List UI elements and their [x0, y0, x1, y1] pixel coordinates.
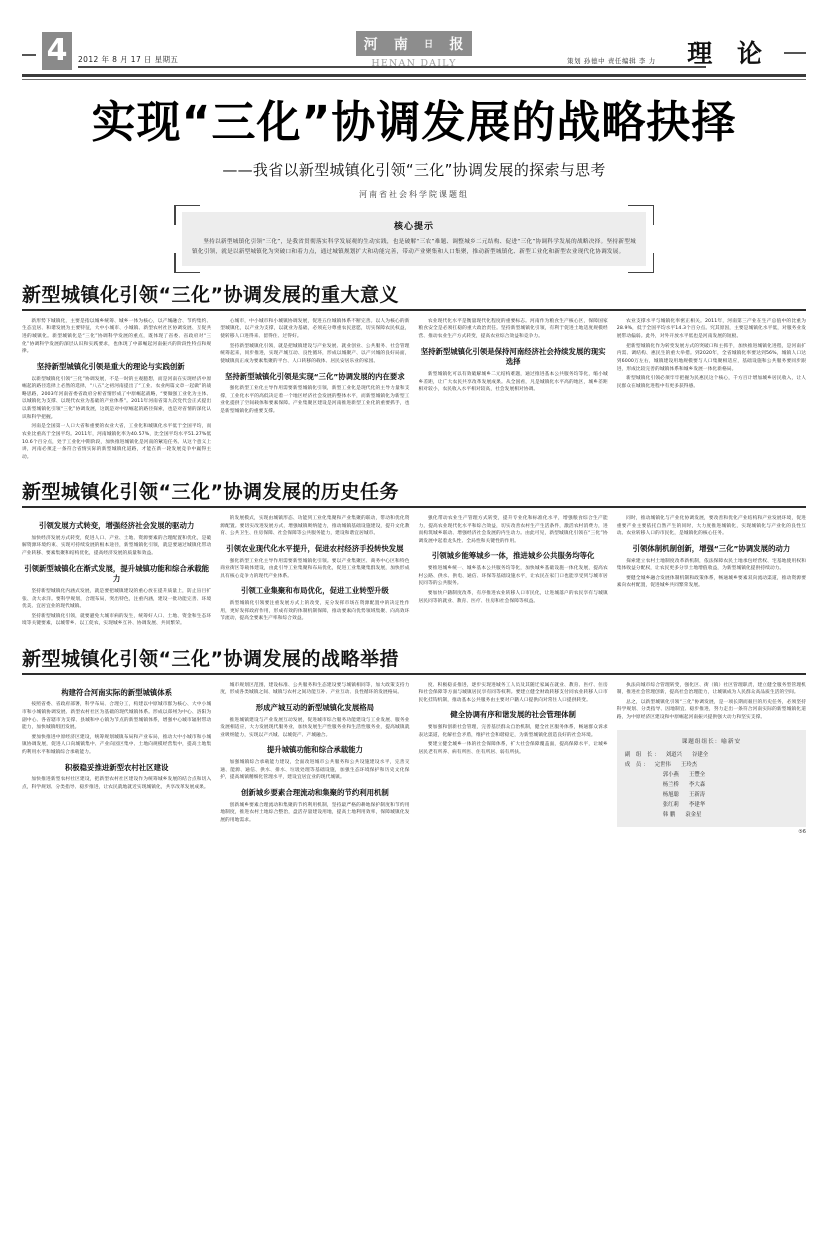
column-2-1	[22, 515, 211, 630]
paragraph: 创新城乡要素合理流动和集聚的节约利用机制，坚持最严格的耕地保护制度和节约用地制度，推进农村土地综合整治，盘活存量建设用地，提高土地利用效率，保障城镇化发展的用地需求。	[220, 802, 410, 823]
credits-label: 副 组 长：	[624, 752, 662, 759]
research-team-credits	[617, 730, 806, 827]
masthead-rule-c	[22, 79, 806, 80]
section-heading-2: 新型城镇化引领“三化”协调发展的历史任务	[22, 481, 399, 504]
credits-names	[655, 760, 697, 770]
credits-name: 韩 鹏	[662, 812, 676, 819]
paragraph: 度、积极稳妥推进，逐步实现进城务工人员及其随迁家属在就业、教育、医疗、住房和社会保障等方面与城镇居民享有同等权利。要建立健全财政转移支付同农业转移人口市民化挂钩机制，推动基本公共服务由主要对户籍人口提供向对常住人口提供转变。	[418, 682, 608, 703]
credits-names	[663, 790, 705, 800]
subheading-3-1: 构建符合河南实际的新型城镇体系	[61, 687, 173, 697]
tip-corner-tl-v	[174, 205, 176, 225]
newspaper-page	[0, 30, 828, 1258]
column-3-4	[617, 682, 806, 835]
paragraph: 加强城镇综合承载能力建设，全面改进城市公共服务和公共设施建设水平，完善交通、能源、通信、供水、排水、垃圾处理等基础设施，加强生态环境保护和历史文化保护，提高城镇精细化管理水平，建设宜居宜业的现代城镇。	[220, 760, 410, 781]
section-rule-2	[22, 506, 806, 508]
column-3-3	[419, 682, 608, 759]
credits-names	[663, 770, 705, 780]
paragraph: 城市规划区范围，建设标准、公共服务和生态建设要与城镇相同等，加大政策支持力度，形成各类城镇之间、城镇与农村之间功能互补、产业互动、良性循环的发展格局。	[220, 682, 410, 696]
paragraph: 的发展模式，实现由城镇形态、功能到工业化集聚和产业集聚的联动，带动和优化资源配置。要切实改进发展方式，增强城镇吸纳能力，推动城镇基础设施建设，提升文化教育、公共卫生、住房保障、社会保障等公共服务能力，建设和谐宜居城市。	[220, 515, 410, 537]
tip-corner-br-v	[653, 253, 655, 273]
paragraph: 要健全城乡融合发展体制机制和政策体系，畅通城乡要素双向流动渠道，推动资源要素向农村配置，促进城乡共同繁荣发展。	[616, 575, 806, 589]
credits-row	[625, 800, 798, 810]
paragraph: 推进城镇建设与产业发展互动发展，促进城市综合服务功能建设与工业发展、服务业发展相适应，大力发展现代服务业，加快发展生产性服务业和生活性服务业，提高城镇就业吸纳能力，实现以产兴城、以城促产、产城融合。	[220, 717, 410, 738]
paragraph: 按照省委、省政府部署，科学布局、合理分工，构建以中原城市群为核心、大中小城市和小城镇协调发展、新型农村社区为基础的现代城镇体系。形成以郑州为中心、洛阳为副中心、各省辖市为支撑、县城和中心镇为节点的新型城镇体系，增强中心城市辐射带动能力，加快城镇组团发展。	[22, 702, 212, 731]
core-tip-body: 坚持以新型城镇化引领“三化”，是我省贯彻落实科学发展观的生动实践，也是破解“三农”难题、调整城乡二元结构、促进“三化”协调科学发展的战略决择。坚持新型城镇化引领，就是以新型城镇化为突破口和着力点，通过城镇规划扩大和功能完善，带动产业聚集和人口集聚，推动新型城镇化、新型工业化和新型农业现代化协调发展。	[192, 238, 636, 255]
credits-label	[625, 780, 659, 790]
subheading-2-4: 引领工业集聚和布局优化，促进工业转型升级	[240, 586, 389, 596]
subheading-1-3: 坚持新型城镇化引领是保持河南经济社会持续发展的现实选择	[420, 346, 606, 367]
credits-label	[625, 810, 659, 820]
credits-names	[666, 750, 708, 760]
paragraph: 要推进城乡统一、城乡基本公共服务均等化，加快城乡基础设施一体化发展，提高农村公路、供水、供电、通信、环保等基础设施水平，让农民在家门口也能享受到与城市居民同等的公共服务。	[418, 566, 608, 587]
tip-corner-tl-h	[174, 205, 200, 207]
subheading-3-6: 健全协调有序和谐发展的社会管理体制	[450, 710, 576, 720]
core-tip-wrapper	[182, 212, 646, 267]
paragraph: 强化新型工业化主导作用需要新型城镇化引领，新型工业化是现代化的主导力量和支撑，工业化水平的高低决定着一个地区经济社会发展的整体水平，而新型城镇化为新型工业化提供了空间载体和要素保障。产业集聚区建设是河南推进新型工业化的重要抓手，也是新型城镇化的重要支撑。	[220, 386, 410, 415]
section-1-columns	[22, 318, 806, 463]
credits-row	[625, 790, 798, 800]
logo-char-2: 南	[393, 36, 409, 53]
logo-char-3: 日	[424, 40, 435, 50]
core-tip-heading: 核心提示	[393, 221, 434, 232]
paragraph: 强化带动农业生产管理方式转变，提升专业化和标准化水平，增强粮食综合生产能力，提高农业现代化水平和综合效益，切实改善农村生产生活条件，激活农村消费力，进而构筑城乡联动、增强经济社会发展的内生动力。由此可见，新型城镇化引领在“三化”协调发展中起着龙头性、全局性和关键性的作用。	[418, 515, 608, 544]
credits-name: 刘道兴	[665, 752, 682, 759]
paragraph: 执法向城市综合管理转变，强化区、街（镇）社区管理职责，建立健全服务型管理机制，推进社会管理创新，提高社会治理能力，让城镇成为人民群众高品质生活的空间。	[616, 682, 806, 696]
credits-names	[663, 780, 705, 790]
tip-corner-br-h	[628, 272, 654, 274]
paragraph: 心城市，中小城市和小城镇协调发展，促进五位城镇体系不断完善。以人为核心的新型城镇化，以产业为支撑，以就业为基础，必须充分尊重农民意愿，切实保障农民权益，使转移人口进得来、留得住、过得好。	[220, 318, 410, 340]
article-title-block	[22, 98, 806, 200]
credits-name: 张红莉	[662, 802, 679, 809]
paragraph: 加快经济发展方式转变，促进人口、产业、土地、资源要素的合理配置和优化，是破解资源环境约束、实现可持续发展的根本途径，新型城镇化引领，就是要通过城镇化带动产业转移、要素集聚和结构优化，提高经济发展的质量和效益。	[22, 535, 212, 556]
masthead-right-rule	[784, 52, 806, 54]
subheading-3-2: 积极稳妥推进新型农村社区建设	[64, 762, 169, 772]
masthead-left-rule	[22, 54, 36, 56]
credits-row	[625, 780, 798, 790]
section-rule-1	[22, 309, 806, 311]
paragraph: 以新型城镇化引领“三化”协调发展，不是一时的主观臆想，而是河南在实现经济中原崛起的路径选择上必然的选择，“八五”之初河南提出了“工业、农业两篇文章一起做”的战略思路，2003年河南省委省政府分析省情形成了中原崛起战略，“要做强工业化为主体、以城镇化为支撑、以现代农业为基础的产业体系”。2011年河南省第九次党代会正式提出以新型城镇化引领“三化”协调发展，这既是对中原崛起的路径探索，也是对省情的深化认识和科学把握。	[22, 376, 212, 420]
paragraph: 同时，推动城镇化与产业化协调发展，要改善和优化产业结构和产业发展环境，促进重要产业主要依托自然产生的同时，大力度推进城镇化，实现城镇化与产业化的良性互动。农业转移人口的市民化，是城镇化的核心任务。	[616, 515, 806, 537]
credits-name: 杨旭聪	[662, 792, 679, 799]
section-rule-3	[22, 673, 806, 675]
section-heading-3: 新型城镇化引领“三化”协调发展的战略举措	[22, 648, 399, 671]
section-2-columns	[22, 515, 806, 630]
paragraph: 要加快推进中原经济区建设，统筹规划城镇布局和产业布局，推动大中小城市和小城镇协调发展，促进人口向城镇集中、产业向园区集中、土地向规模经营集中，提高土地集约利用水平和城镇综合承载能力。	[22, 734, 212, 756]
credits-label	[625, 770, 659, 780]
headline: 实现“三化”协调发展的战略抉择	[91, 97, 737, 148]
core-tip-box	[182, 212, 646, 267]
tip-corner-tr-h	[628, 205, 654, 207]
credits-label	[625, 790, 659, 800]
column-1-4	[617, 318, 806, 392]
byline: 河南省社会科学院课题组	[359, 189, 469, 199]
credits-name: 杨兰桥	[662, 782, 679, 789]
column-1-2	[220, 318, 409, 418]
paragraph: 要加强和创新社会管理，完善基层群众自治机制，健全社区服务体系，畅通群众诉求表达渠道，化解社会矛盾，维护社会和谐稳定，为新型城镇化创造良好的社会环境。	[418, 725, 608, 738]
credits-names	[663, 800, 705, 810]
credits-name: 李大森	[688, 782, 706, 789]
subheading-3-3: 形成产城互动的新型城镇化发展格局	[255, 702, 374, 712]
credits-label	[625, 800, 659, 810]
paragraph: 总之，以新型城镇化引领“三化”协调发展，是一项长期而艰巨的历史任务，必须坚持科学规划、分类指导、因地制宜、稳步推进，努力走出一条符合河南实际的新型城镇化道路，为中原经济区建设和中原崛起河南振兴提供强大动力和坚实支撑。	[616, 699, 806, 721]
logo-char-4: 报	[449, 36, 465, 53]
paper-logo-cn	[356, 31, 472, 56]
credits-names	[663, 810, 702, 820]
tip-corner-bl-v	[174, 253, 176, 273]
tip-corner-tr-v	[653, 205, 655, 225]
credits-row	[625, 770, 798, 780]
paragraph: 农业支撑水平与城镇化率密正相关。2011年，河南第三产业在生产总值中的比重为28.9%，低于全国平均水平14.3个百分点。究其原因，主要是城镇化水平低，对服务业发展带动偏弱。此外，对外开放水平低也是河南发展的短板。	[616, 318, 806, 340]
paragraph: 新型城镇化引领要注重发展方式上的改变，充分发挥市场在资源配置中的决定性作用，更好发挥政府作用，形成有效的体制机制保障，推动要素向优势领域集聚、向高效环节流动，提高全要素生产率和综合效益。	[220, 601, 410, 622]
subheadline: ——我省以新型城镇化引领“三化”协调发展的探索与思考	[222, 160, 606, 179]
paragraph: 要建立健全城乡一体的社会保障体系，扩大社会保障覆盖面，提高保障水平，让城乡居民老有所养、病有所医、住有所居、弱有所扶。	[418, 742, 608, 756]
credits-label: 成 员：	[624, 762, 651, 769]
paragraph: 坚持新型城镇化引领，就是把城镇建设与产业发展、就业创业、公共服务、社会管理统筹起来，同步推进，实现产城互动、良性循环，形成以城聚产、以产兴城的良好局面，使城镇真正成为要素集聚的平台、人口转移的载体、居民安居乐业的家园。	[220, 343, 410, 364]
page-number-badge: 4	[42, 32, 72, 70]
paragraph: 探索建立农村土地制度改革新机制，依法保障农民土地承包经营权、宅基地使用权和集体收益分配权，让农民更多分享土地增值收益，为新型城镇化提供持续动力。	[616, 558, 806, 572]
section-name: 理 论	[687, 39, 770, 68]
dateline: 2012 年 8 月 17 日 星期五	[78, 55, 179, 64]
logo-char-1: 河	[363, 36, 379, 53]
masthead-rule-b	[22, 74, 806, 77]
subheading-1-1: 坚持新型城镇化引领是重大的理论与实践创新	[36, 361, 185, 371]
paragraph: 河南是全国第一人口大省和重要的农业大省，工业化和城镇化水平低于全国平均，而农业比重高于全国平均。2011年，河南城镇化率为40.57%，比全国平均水平51.27%低10.6个百分点，处于工业化中期阶段，加快推进城镇化是河南的紧迫任务。从这个意义上讲，河南必须走一条符合省情实际的新型城镇化道路，才能在新一轮发展竞争中赢得主动。	[22, 424, 212, 460]
credits-name: 王新涛	[688, 792, 706, 799]
column-2-4	[617, 515, 806, 592]
paper-logo-en: HENAN DAILY	[371, 58, 457, 69]
paragraph: 新形势下城镇化，主要是指以城乡统筹、城乡一体为核心，以产城融合、节约集约、生态宜居、和谐发展为主要特征，大中小城市、小城镇、新型农村社区协调发展、互促共进的城镇化。新型城镇化是“三化”协调科学发展的重点，既体现了省委、省政府对“三化”协调科学发展的深层认识和实践要求，也体现了中部崛起河南振兴的阶段性特点和规律。	[22, 318, 212, 355]
credits-leader: 课题组组长：喻新安	[681, 738, 742, 745]
subheading-3-4: 提升城镇功能和综合承载能力	[266, 745, 363, 755]
tip-corner-bl-h	[174, 272, 200, 274]
editor-credits: 策划 孙德中 责任编辑 李 力	[567, 57, 656, 65]
paragraph: 坚持新型城镇化引领，就要避免大城市病的发生，统筹好人口、土地、资金和生态环境等关键要素，以城带乡、以工促农，实现城乡互补、协调发展、共同繁荣。	[22, 613, 212, 627]
end-mark: ⑤6	[798, 829, 806, 836]
column-1-1	[22, 318, 211, 463]
column-3-2	[220, 682, 409, 827]
credits-name: 王玲杰	[680, 762, 698, 769]
paragraph: 坚持新型城镇化内涵式发展，就是要把城镇建设的重心放在提升质量上，防止盲目扩张、贪大求洋。要科学规划，合理布局，突出特色，注重内涵，建设一批功能完善、环境优美、宜居宜业的现代城镇。	[22, 588, 212, 610]
subheading-2-3: 引领农业现代化水平提升，促进农村经济手投转快发展	[226, 543, 404, 553]
subheading-2-6: 引领体制机制创新，增强“三化”协调发展的动力	[632, 543, 791, 553]
column-2-3	[419, 515, 608, 607]
section-3-columns	[22, 682, 806, 835]
credits-name: 谷建全	[691, 752, 709, 759]
credits-row	[625, 760, 798, 770]
paragraph: 要加快户籍制度改革，有序推进农业转移人口市民化，让进城落户的农民享有与城镇居民同等的就业、教育、医疗、住房和社会保障等权益。	[418, 590, 608, 604]
section-heading-1: 新型城镇化引领“三化”协调发展的重大意义	[22, 284, 399, 307]
paragraph: 加快推进新型农村社区建设，把新型农村社区建设作为统筹城乡发展的结合点和切入点，科学规划、分类指导、稳步推进，让农民就地就近实现城镇化，共享改革发展成果。	[22, 777, 212, 790]
subheading-1-2: 坚持新型城镇化引领是实现“三化”协调发展的内在要求	[225, 371, 405, 381]
credits-name: 郭小燕	[662, 772, 679, 779]
credits-row	[625, 810, 798, 820]
credits-name: 王豐全	[688, 772, 706, 779]
paragraph: 新型城镇化引领必须牢牢把握为民惠民这个核心，千方百计增加城乡居民收入，让人民群众在城镇化进程中有更多获得感。	[616, 376, 806, 389]
paragraph: 新型城镇化可以有效破解城乡二元结构难题，通过推进基本公共服务均等化，缩小城乡差距，让广大农民共享改革发展成果。从全国看，凡是城镇化水平高的地区，城乡差距相对较小，农民收入水平相对较高，社会发展相对协调。	[418, 372, 608, 393]
column-3-1	[22, 682, 211, 794]
subheading-3-5: 创新城乡要素合理流动和集聚的节约利用机制	[240, 787, 389, 797]
paragraph: 把新型城镇化作为转变发展方式的突破口和主抓手，加快推进城镇化进程，是河南扩内需、调结构、惠民生的重大举措。到2020年，全省城镇化率要达到56%，城镇人口达到6000万左右，城镇建设用地规模要与人口集聚相适应，基础设施和公共服务要同步跟进，形成比较完善的城镇体系和城乡发展一体化新格局。	[616, 343, 806, 372]
credits-name: 袁金星	[685, 812, 702, 819]
paragraph: 农业现代化水平是衡量现代化程度的重要标志。河南作为粮食生产核心区，保障国家粮食安全是必须扛稳的重大政治责任。坚持新型城镇化引领，有利于促进土地适度规模经营、推动农业生产方式转变，提高农业综合效益和竞争力。	[418, 318, 608, 340]
subheading-2-5: 引领城乡能筹城乡一体，推进城乡公共服务均等化	[431, 551, 595, 561]
paragraph: 强化新型工业化主导作用需要新型城镇化引领。要以产业集聚区、商务中心区和特色商业街区等载体建设，由此引导工业集聚和布局优化，促进工业集聚集群发展，加快形成具有核心竞争力的现代产业体系。	[220, 558, 410, 579]
credits-name: 完世伟	[654, 762, 671, 769]
column-2-2	[220, 515, 409, 625]
credits-row	[625, 750, 798, 760]
masthead	[22, 30, 806, 92]
column-1-3	[419, 318, 608, 396]
credits-name: 李建华	[688, 802, 706, 809]
subheading-2-1: 引领发展方式转变，增强经济社会发展的驱动力	[39, 520, 195, 530]
subheading-2-2: 引领新型城镇化在渐式发展，提升城镇功能和综合承载能力	[24, 563, 210, 584]
